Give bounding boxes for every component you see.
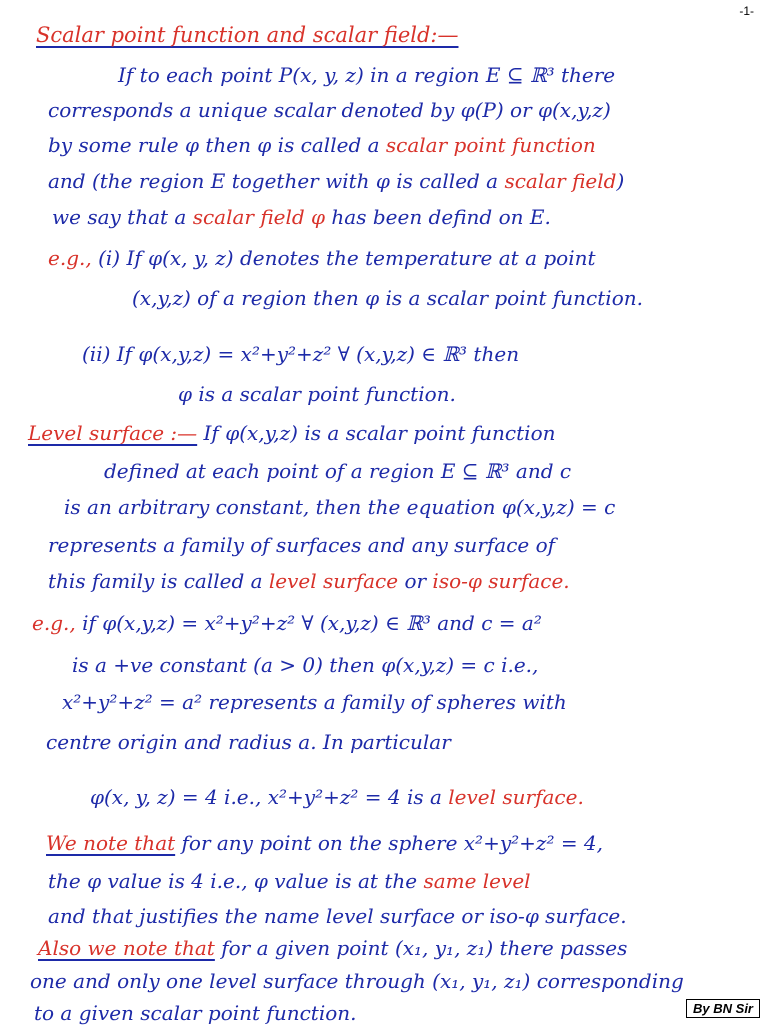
body-text: by some rule φ then φ is called a bbox=[48, 133, 386, 157]
body-text: if φ(x,y,z) = x²+y²+z² ∀ (x,y,z) ∈ ℝ³ and c = a² bbox=[82, 611, 542, 635]
note-line bbox=[90, 784, 584, 810]
note-line bbox=[48, 97, 611, 123]
body-text: to a given scalar point function. bbox=[34, 1001, 357, 1025]
highlight-text: Level surface :— bbox=[28, 421, 198, 445]
note-line bbox=[52, 204, 551, 230]
note-line bbox=[104, 458, 571, 484]
note-line bbox=[132, 285, 643, 311]
body-text: and (the region E together with φ is called a bbox=[48, 169, 505, 193]
body-text: (ii) If φ(x,y,z) = x²+y²+z² ∀ (x,y,z) ∈ ℝ³ then bbox=[82, 342, 520, 366]
highlight-text: e.g., bbox=[32, 611, 83, 635]
highlight-text: e.g., bbox=[48, 246, 99, 270]
note-line bbox=[30, 968, 684, 994]
body-text: this family is called a bbox=[48, 569, 269, 593]
body-text: If to each point P(x, y, z) in a region E ⊆ ℝ³ there bbox=[118, 63, 616, 87]
highlight-text: scalar field bbox=[504, 169, 617, 193]
body-text: for any point on the sphere x²+y²+z² = 4, bbox=[175, 831, 604, 855]
body-text: (i) If φ(x, y, z) denotes the temperature at a point bbox=[98, 246, 596, 270]
highlight-text: Also we note that bbox=[38, 936, 215, 960]
note-line bbox=[48, 168, 624, 194]
body-text: one and only one level surface through (x₁, y₁, z₁) corresponding bbox=[30, 969, 684, 993]
note-line bbox=[46, 729, 451, 755]
author-credit: By BN Sir bbox=[686, 999, 760, 1018]
note-line bbox=[38, 935, 627, 961]
body-text: we say that a bbox=[52, 205, 193, 229]
note-line bbox=[62, 689, 567, 715]
body-text: If φ(x,y,z) is a scalar point function bbox=[197, 421, 556, 445]
highlight-text: We note that bbox=[46, 831, 176, 855]
body-text: ) bbox=[616, 169, 625, 193]
body-text: represents a family of surfaces and any surface of bbox=[48, 533, 556, 557]
body-text: the φ value is 4 i.e., φ value is at the bbox=[48, 869, 424, 893]
body-text: has been defind on E. bbox=[325, 205, 551, 229]
highlight-text: same level bbox=[423, 869, 531, 893]
body-text: is an arbitrary constant, then the equation φ(x,y,z) = c bbox=[64, 495, 616, 519]
body-text: (x,y,z) of a region then φ is a scalar point function. bbox=[132, 286, 643, 310]
highlight-text: level surface bbox=[268, 569, 399, 593]
note-line bbox=[32, 610, 542, 636]
highlight-text: scalar field φ bbox=[192, 205, 326, 229]
highlight-text: level surface. bbox=[448, 785, 584, 809]
note-line bbox=[34, 1000, 357, 1026]
highlight-text: Scalar point function and scalar field:— bbox=[36, 23, 459, 47]
body-text: for a given point (x₁, y₁, z₁) there passes bbox=[214, 936, 628, 960]
note-line bbox=[48, 245, 596, 271]
body-text: or bbox=[398, 569, 433, 593]
note-line bbox=[118, 62, 615, 88]
note-line bbox=[48, 568, 570, 594]
body-text: and that justifies the name level surface or iso-φ surface. bbox=[48, 904, 627, 928]
body-text: centre origin and radius a. In particular bbox=[46, 730, 451, 754]
body-text: φ(x, y, z) = 4 i.e., x²+y²+z² = 4 is a bbox=[90, 785, 449, 809]
highlight-text: scalar point function bbox=[385, 133, 596, 157]
note-line bbox=[48, 868, 531, 894]
body-text: x²+y²+z² = a² represents a family of spheres with bbox=[62, 690, 567, 714]
body-text: defined at each point of a region E ⊆ ℝ³ and c bbox=[104, 459, 572, 483]
note-line bbox=[48, 532, 555, 558]
note-line bbox=[48, 132, 596, 158]
page-number: -1- bbox=[739, 4, 754, 18]
note-line bbox=[178, 381, 456, 407]
body-text: corresponds a unique scalar denoted by φ(P) or φ(x,y,z) bbox=[48, 98, 611, 122]
note-line bbox=[64, 494, 615, 520]
note-line bbox=[82, 341, 519, 367]
note-line bbox=[48, 903, 627, 929]
note-line bbox=[36, 22, 458, 48]
note-line bbox=[46, 830, 603, 856]
body-text: is a +ve constant (a > 0) then φ(x,y,z) = c i.e., bbox=[72, 653, 539, 677]
note-line bbox=[72, 652, 538, 678]
body-text: φ is a scalar point function. bbox=[178, 382, 456, 406]
highlight-text: iso-φ surface. bbox=[432, 569, 570, 593]
note-line bbox=[28, 420, 556, 446]
